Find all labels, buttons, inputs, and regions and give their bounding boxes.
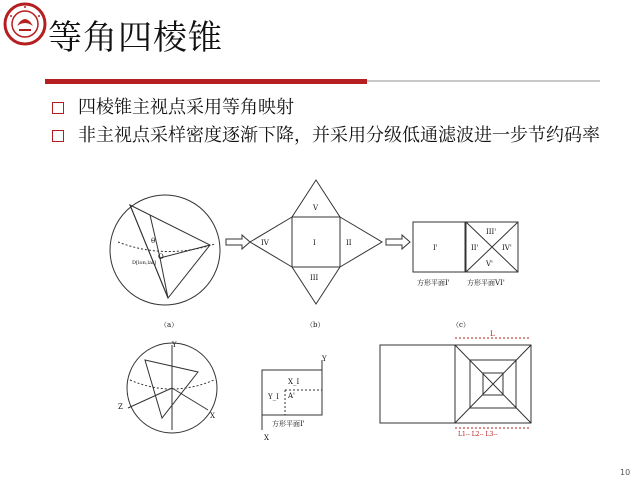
axis-y-label: Y	[172, 341, 177, 349]
arrow-icon	[386, 235, 410, 249]
panel-c-layout	[380, 338, 531, 428]
d-coordinate-label: D[lon,lat]	[132, 260, 156, 266]
bullet-text: 四棱锥主视点采用等角映射	[78, 97, 294, 118]
arrow-icon	[226, 235, 250, 249]
rect-label-iii: III'	[486, 228, 497, 236]
panel-a-caption: （a）	[160, 321, 179, 329]
small-plane-caption: 方形平面I'	[272, 420, 305, 428]
small-plane-yi: Y_I	[268, 393, 279, 401]
rect-label-v: V'	[486, 260, 493, 268]
panel-b-net-diagram	[250, 180, 382, 304]
net-label-center: I	[313, 239, 316, 247]
net-label-right: II	[346, 239, 352, 247]
panel-a2-coordinate-sphere	[127, 343, 217, 433]
bullet-text: 非主视点采样密度逐渐下降，并采用分级低通滤波进一步节约码率	[78, 125, 600, 146]
small-plane-axis-x: X	[264, 434, 269, 442]
rect-caption-right: 方形平面VI'	[467, 279, 505, 287]
origin-label: O	[158, 253, 164, 261]
small-plane-a: A'	[288, 392, 295, 400]
page-number: 10	[620, 468, 631, 477]
rect-label-iv: IV'	[502, 244, 512, 252]
panel-c-caption: （c）	[452, 321, 470, 329]
net-label-bottom: III	[310, 274, 319, 282]
panel-b-caption: （b）	[306, 321, 325, 329]
panel-a-sphere-diagram	[110, 195, 220, 305]
slide-title: 等角四棱锥	[48, 18, 223, 58]
rect-label-i: I'	[433, 244, 438, 252]
small-plane-axis-y: Y	[322, 355, 327, 363]
panel-c-l-label: L	[490, 330, 495, 338]
axis-z-label: Z	[118, 403, 123, 411]
net-label-left: IV	[261, 239, 269, 247]
small-plane-xi: X_I	[288, 378, 300, 386]
net-label-top: V	[313, 204, 319, 212]
panel-c-dimensions: L1-- L2-- L3--	[458, 431, 498, 438]
rect-caption-left: 方形平面I'	[417, 279, 450, 287]
rect-label-ii: II'	[471, 244, 479, 252]
theta-label: θ	[151, 237, 156, 245]
axis-x-label: X	[210, 412, 215, 420]
